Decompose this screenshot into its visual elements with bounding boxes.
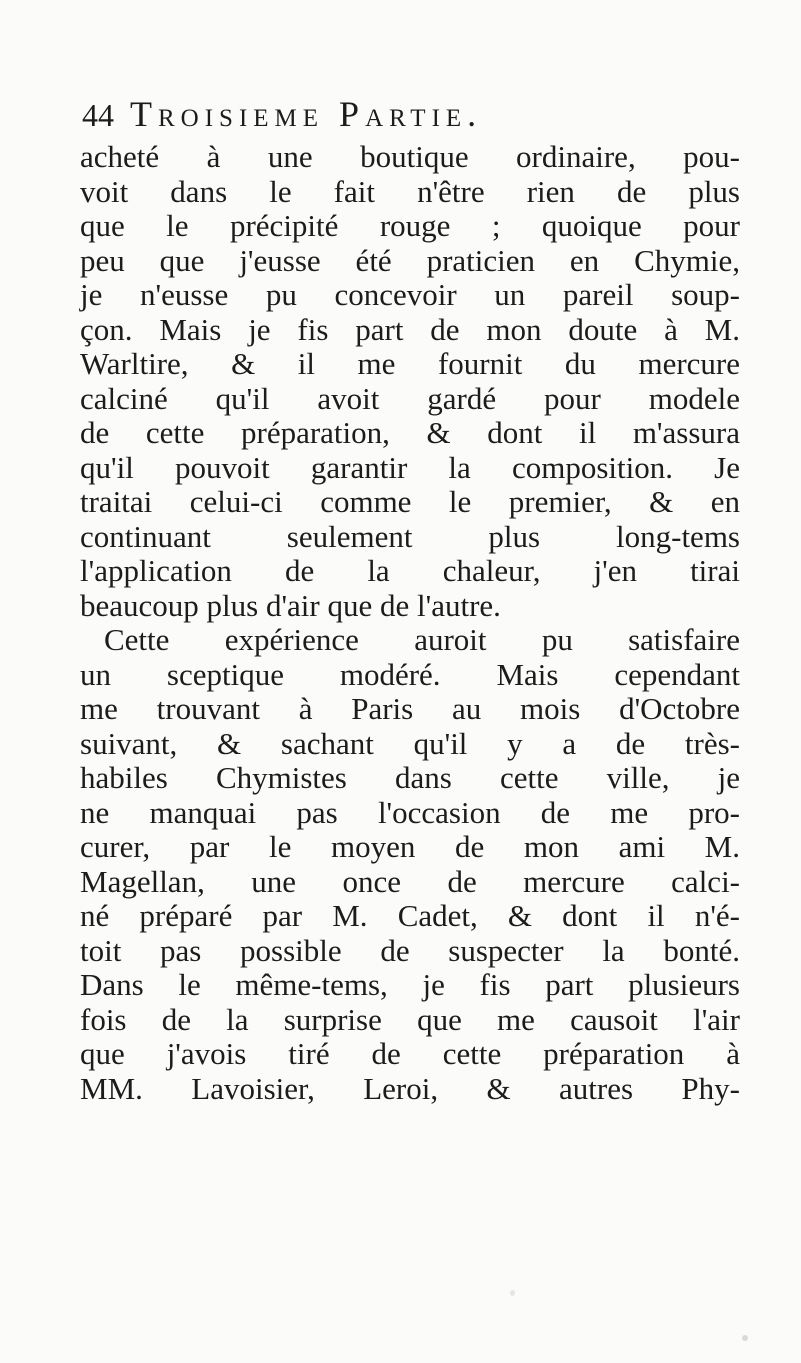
text-line: l'application de la chaleur, j'en tirai [80,553,740,588]
text-line: me trouvant à Paris au mois d'Octobre [80,691,740,726]
text-line: Dans le même-tems, je fis part plusieurs [80,967,740,1002]
ink-speck [510,1290,515,1296]
text-line: je n'eusse pu concevoir un pareil soup- [80,277,740,312]
text-line: né préparé par M. Cadet, & dont il n'é- [80,898,740,933]
page-number: 44 [82,97,114,133]
text-line: calciné qu'il avoit gardé pour modele [80,380,740,416]
text-line: curer, par le moyen de mon ami M. [80,829,740,864]
text-line: fois de la surprise que me causoit l'air [80,1001,740,1037]
paragraph-2 [80,623,740,1106]
text-line: que j'avois tiré de cette préparation à [80,1036,740,1071]
text-line: Magellan, une once de mercure calci- [80,863,740,899]
text-line: Warltire, & il me fournit du mercure [80,346,740,381]
body-text [80,140,740,1106]
text-line: un sceptique modéré. Mais cependant [80,656,740,692]
paragraph-1 [80,140,740,623]
text-line: continuant seulement plus long-tems [80,518,740,554]
running-title: Troisieme Partie. [130,94,483,134]
text-line: MM. Lavoisier, Leroi, & autres Phy- [80,1070,740,1106]
text-line: traitai celui-ci comme le premier, & en [80,484,740,519]
text-line: Cette expérience auroit pu satisfaire [104,622,740,657]
text-line: de cette préparation, & dont il m'assura [80,415,740,450]
text-line: beaucoup plus d'air que de l'autre. [80,587,501,623]
text-line: acheté à une boutique ordinaire, pou- [80,139,740,174]
text-line: çon. Mais je fis part de mon doute à M. [80,311,740,347]
ink-speck [742,1335,748,1341]
text-line: voit dans le fait n'être rien de plus [80,173,740,209]
text-line: ne manquai pas l'occasion de me pro- [80,794,740,830]
text-line: suivant, & sachant qu'il y a de très- [80,725,740,761]
text-line: toit pas possible de suspecter la bonté. [80,932,740,968]
page-header [82,92,682,136]
text-line: peu que j'eusse été praticien en Chymie, [80,242,740,278]
text-line: qu'il pouvoit garantir la composition. Je [80,449,740,485]
text-line: que le précipité rouge ; quoique pour [80,208,740,243]
text-line: habiles Chymistes dans cette ville, je [80,760,740,795]
